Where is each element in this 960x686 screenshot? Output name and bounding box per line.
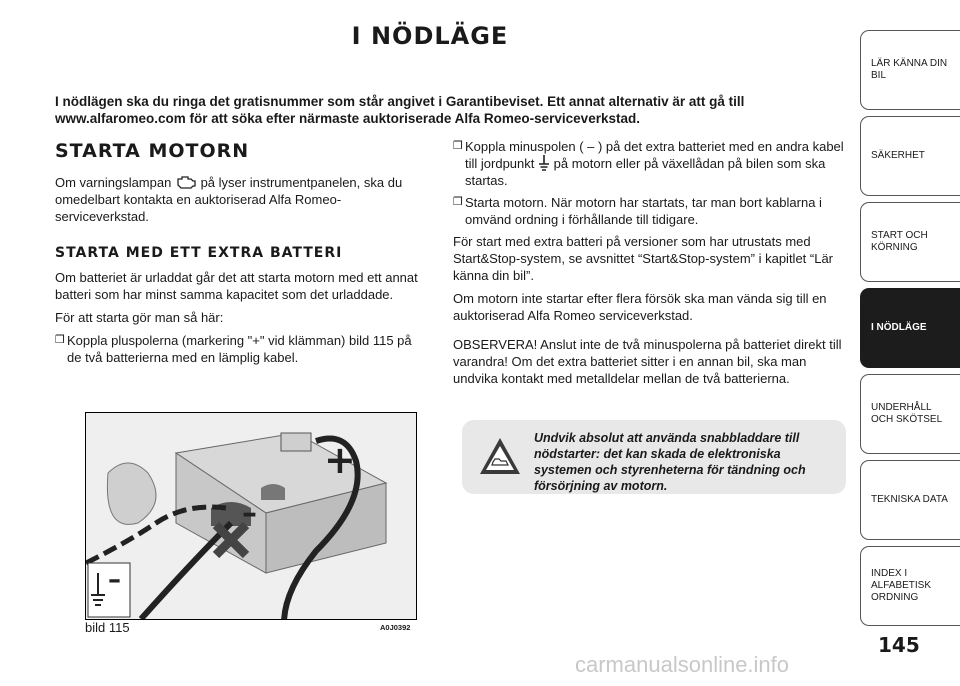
tab-label: I NÖDLÄGE (871, 322, 927, 333)
tab-i-nodlage[interactable] (860, 288, 960, 368)
plus-label: + (324, 438, 356, 482)
figure-caption: bild 115 (85, 620, 130, 635)
figure-code: A0J0392 (380, 623, 411, 632)
intro-text: I nödlägen ska du ringa det gratisnummer som står angivet i Garantibeviset. Ett annat alternativ är att gå till www.alfaromeo.com för att söka efter närmaste auktoriserade Alfa Romeo-serviceverkstad. (55, 94, 745, 126)
paragraph-text-after: på lyser instrumentpanelen, ska du omedelbart kontakta en auktoriserad Alfa Romeo-serviceverkstad. (55, 175, 403, 224)
page-number: 145 (878, 633, 920, 657)
list-item-text (465, 138, 848, 189)
page-title: I NÖDLÄGE (351, 22, 509, 50)
engine-warning-icon (175, 175, 197, 190)
warning-lamp-paragraph (55, 174, 427, 225)
tab-underhall-och-skotsel[interactable] (860, 374, 960, 454)
list-item (55, 332, 427, 366)
list-item (453, 138, 848, 189)
right-column (453, 138, 848, 387)
tab-start-och-korning[interactable] (860, 202, 960, 282)
section-heading: STARTA MOTORN (55, 140, 250, 162)
list-item-text-before: Koppla minuspolen ( – ) på det extra batteriet med en andra kabel till jordpunkt (465, 139, 844, 171)
list-item-text: Koppla pluspolerna (markering "+" vid klämman) bild 115 på de två batterierna med en lämplig kabel. (67, 333, 412, 365)
battery-figure (85, 412, 417, 620)
tab-lar-kanna-din-bil[interactable] (860, 30, 960, 110)
paragraph: Om motorn inte startar efter flera försök ska man vända sig till en auktoriserad Alfa Romeo serviceverkstad. (453, 291, 827, 323)
warning-box (462, 420, 846, 494)
list-item-text: Starta motorn. När motorn har startats, tar man bort kablarna i omvänd ordning i förhållande till tidigare. (465, 195, 822, 227)
list-item-text-after: på motorn eller på växellådan på bilen som ska startas. (465, 156, 826, 188)
tab-label: START OCH KÖRNING (871, 230, 928, 253)
caution-note: OBSERVERA! Anslut inte de två minuspolerna på batteriet direkt till varandra! Om det extra batteriet sitter i en annan bil, ska man undvika kontakt med metalldelar mellan de två batterierna. (453, 337, 842, 386)
bullet-box-icon: ❒ (453, 196, 463, 208)
paragraph-text-before: Om varningslampan (55, 175, 172, 190)
subsection-heading: STARTA MED ETT EXTRA BATTERI (55, 245, 343, 261)
battery-illustration (86, 413, 416, 619)
paragraph: För att starta gör man så här: (55, 310, 224, 325)
tab-tekniska-data[interactable] (860, 460, 960, 540)
tab-label: UNDERHÅLL OCH SKÖTSEL (871, 402, 943, 425)
bullet-box-icon: ❒ (453, 140, 463, 152)
tab-label: TEKNISKA DATA (871, 494, 948, 505)
paragraph: För start med extra batteri på versioner som har utrustats med Start&Stop-system, se avsnittet “Start&Stop-system” i kapitlet “Lär känna din bil”. (453, 234, 834, 283)
tab-label: INDEX I ALFABETISK ORDNING (871, 568, 932, 603)
tab-label: SÄKERHET (871, 150, 925, 161)
warning-triangle-icon (478, 436, 522, 476)
list-item (453, 194, 848, 228)
ground-minus-label: – (108, 565, 121, 595)
tab-label: LÄR KÄNNA DIN BIL (871, 58, 948, 81)
ground-point-icon (538, 155, 550, 171)
warning-text: Undvik absolut att använda snabbladdare till nödstarter: det kan skada de elektroniska systemen och styrenheterna för tändning och försörjning av motorn. (534, 431, 806, 493)
bullet-box-icon: ❒ (55, 334, 65, 346)
tab-index[interactable] (860, 546, 960, 626)
paragraph: Om batteriet är urladdat går det att starta motorn med ett annat batteri som har minst samma kapacitet som det urladdade. (55, 270, 418, 302)
tab-sakerhet[interactable] (860, 116, 960, 196)
left-column (55, 140, 427, 371)
minus-label: – (242, 496, 257, 531)
watermark: carmanualsonline.info (575, 652, 790, 677)
